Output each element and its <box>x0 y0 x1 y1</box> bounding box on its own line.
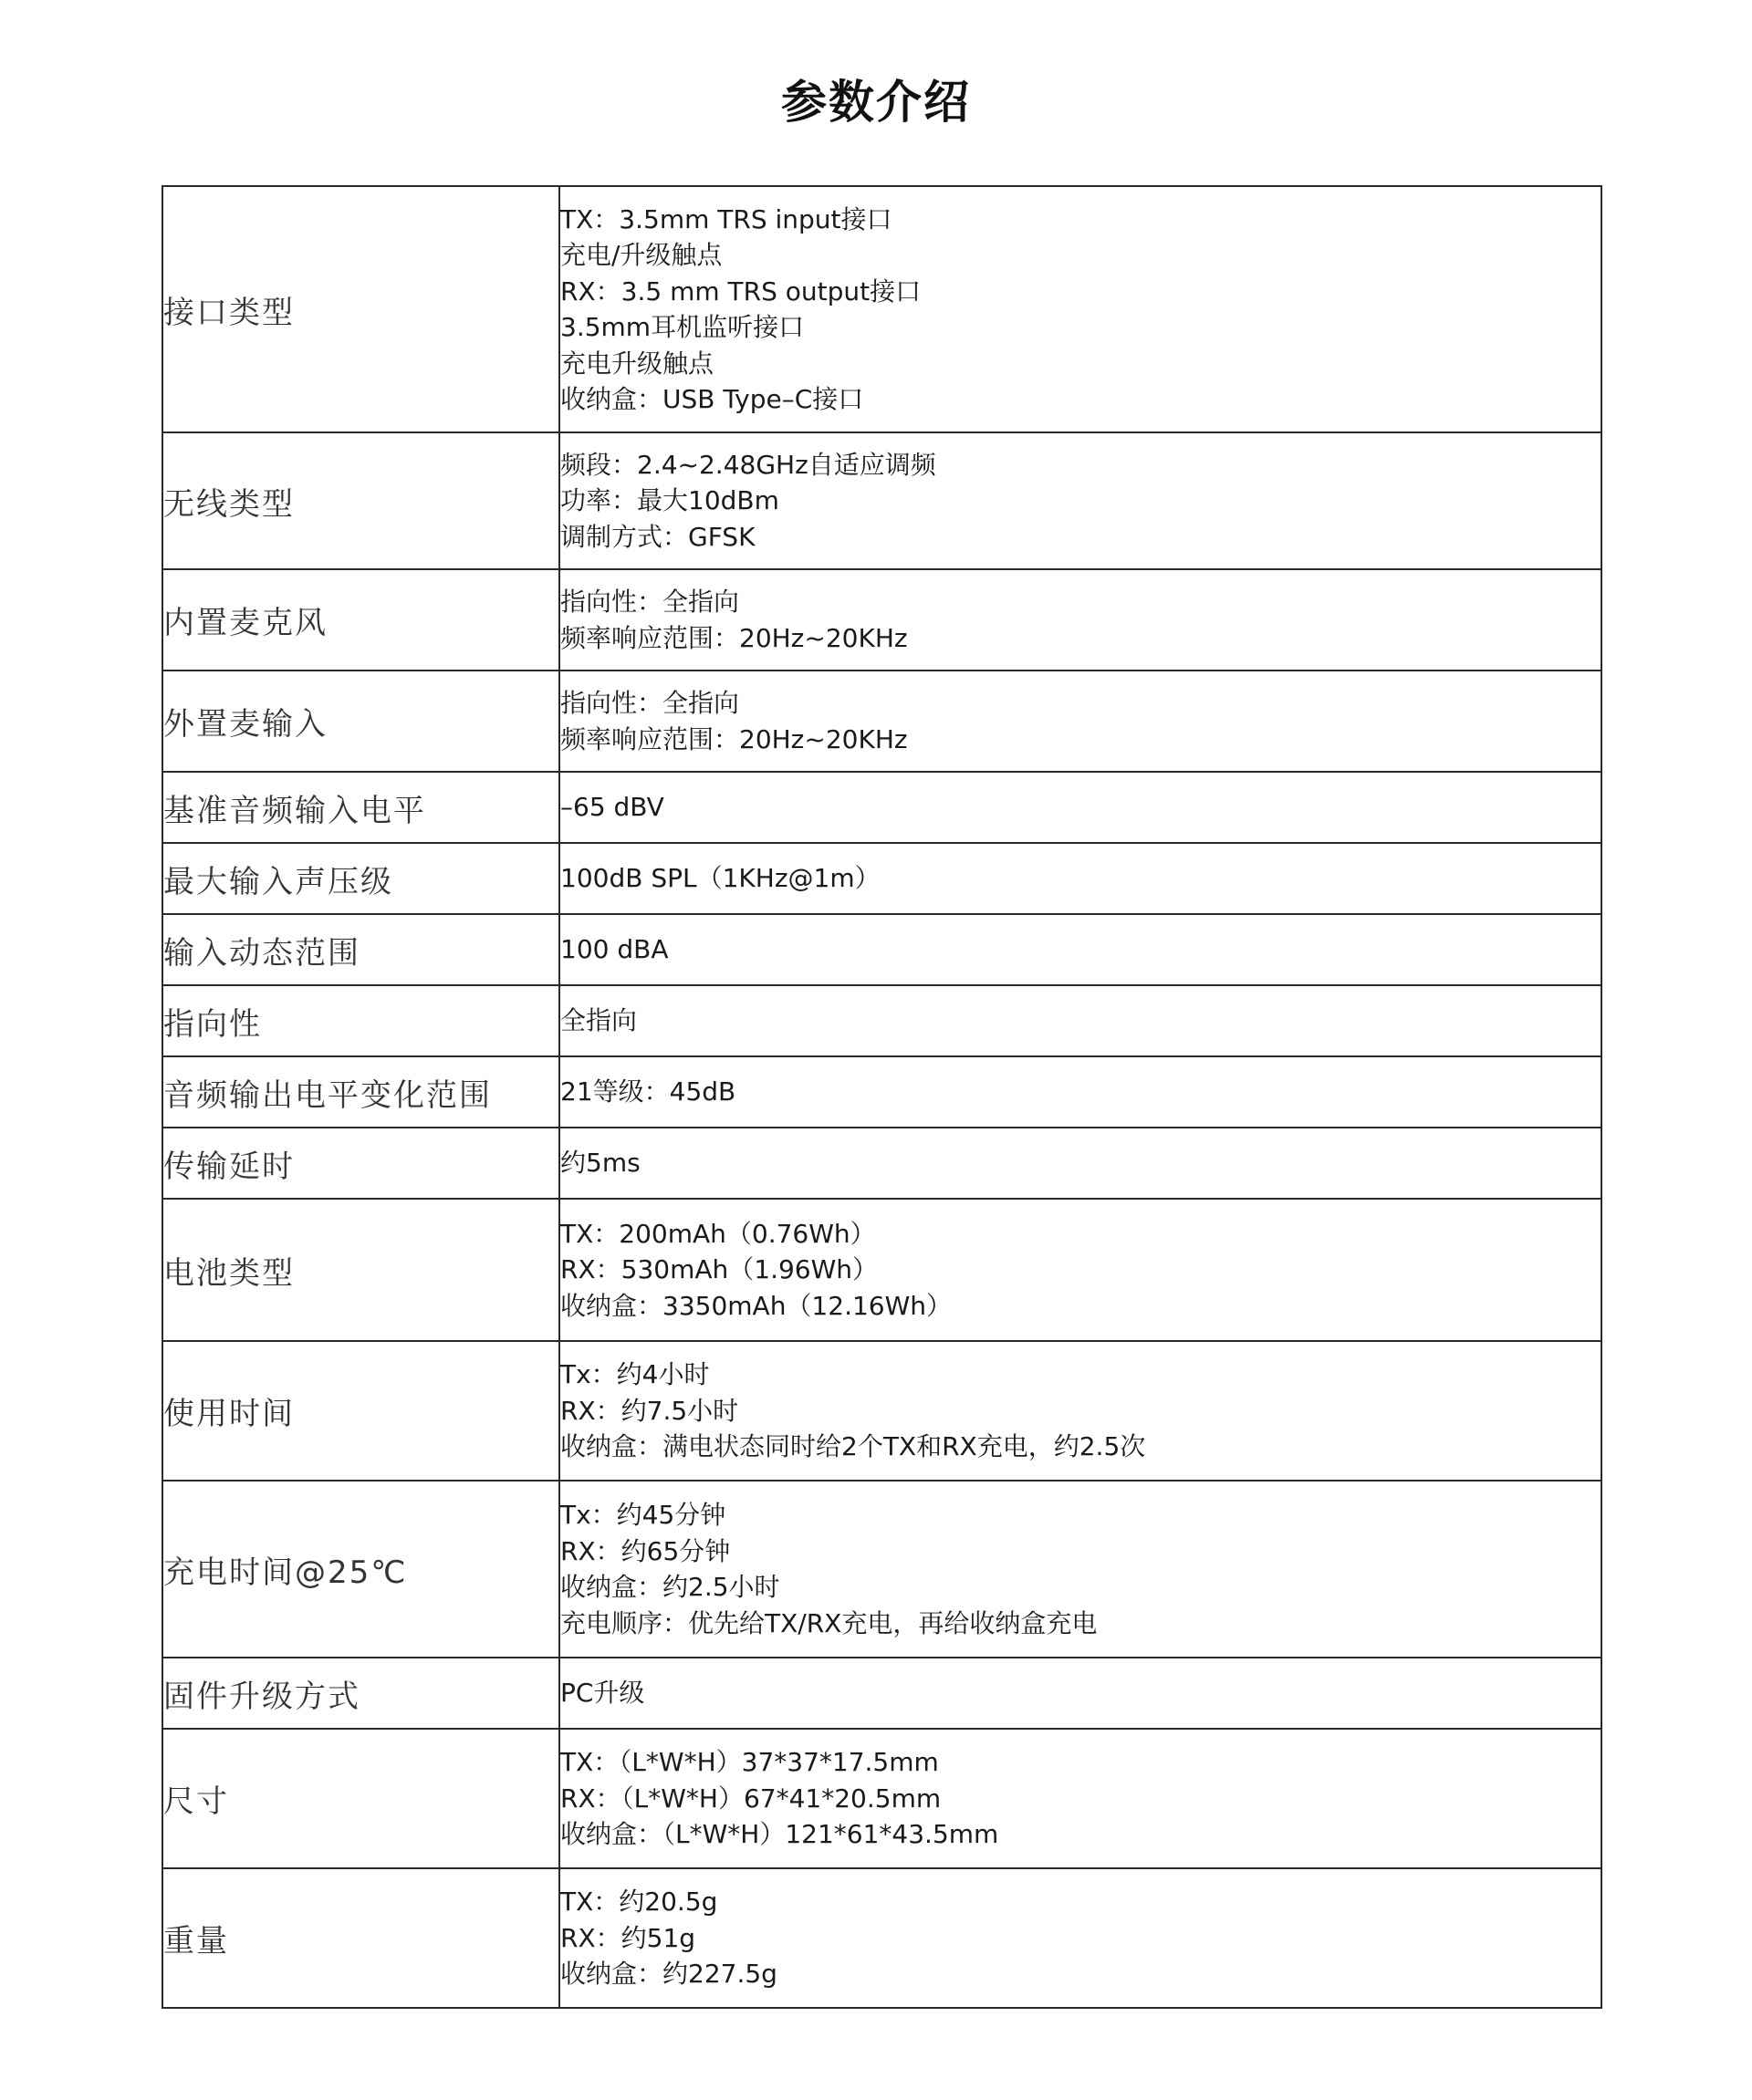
spec-value-line: 功率：最大10dBm <box>560 485 779 516</box>
spec-value <box>559 985 1601 1056</box>
spec-value <box>559 1729 1601 1868</box>
spec-value-line: RX：约65分钟 <box>560 1535 731 1566</box>
spec-label: 重量 <box>162 1868 559 2008</box>
spec-value <box>559 186 1601 432</box>
spec-value <box>559 1056 1601 1128</box>
spec-value-line: 频段：2.4~2.48GHz自适应调频 <box>560 449 936 480</box>
table-row <box>162 1729 1601 1868</box>
spec-label: 基准音频输入电平 <box>162 772 559 843</box>
spec-label: 充电时间@25℃ <box>162 1481 559 1658</box>
spec-value-line: TX：约20.5g <box>560 1887 718 1918</box>
spec-value <box>559 1481 1601 1658</box>
spec-value-line: 收纳盒：3350mAh（12.16Wh） <box>560 1290 953 1321</box>
spec-value-line: PC升级 <box>560 1678 645 1709</box>
spec-value-line: TX：3.5mm TRS input接口 <box>560 203 892 234</box>
spec-label: 使用时间 <box>162 1341 559 1481</box>
spec-label: 输入动态范围 <box>162 914 559 985</box>
spec-value-line: 充电/升级触点 <box>560 240 723 270</box>
spec-value-line: 收纳盒：满电状态同时给2个TX和RX充电，约2.5次 <box>560 1431 1146 1462</box>
spec-value-line: RX：530mAh（1.96Wh） <box>560 1254 879 1285</box>
spec-label: 指向性 <box>162 985 559 1056</box>
spec-label: 外置麦输入 <box>162 671 559 772</box>
spec-value-line: 收纳盒：约2.5小时 <box>560 1572 780 1602</box>
spec-value <box>559 914 1601 985</box>
spec-value-line: 充电顺序：优先给TX/RX充电，再给收纳盒充电 <box>560 1607 1098 1638</box>
spec-label: 音频输出电平变化范围 <box>162 1056 559 1128</box>
spec-label: 固件升级方式 <box>162 1658 559 1729</box>
spec-value <box>559 1868 1601 2008</box>
spec-label: 最大输入声压级 <box>162 843 559 914</box>
spec-value-line: RX：3.5 mm TRS output接口 <box>560 275 922 307</box>
table-row <box>162 1128 1601 1199</box>
spec-value-line: 约5ms <box>560 1148 641 1179</box>
table-row <box>162 772 1601 843</box>
spec-value-line: 收纳盒：USB Type–C接口 <box>560 384 864 414</box>
spec-label: 尺寸 <box>162 1729 559 1868</box>
table-row <box>162 569 1601 671</box>
spec-label: 无线类型 <box>162 432 559 569</box>
table-row <box>162 1199 1601 1341</box>
spec-label: 接口类型 <box>162 186 559 432</box>
spec-value <box>559 432 1601 569</box>
spec-value-line: 频率响应范围：20Hz~20KHz <box>560 723 908 754</box>
spec-table <box>162 185 1602 2009</box>
spec-value-line: 3.5mm耳机监听接口 <box>560 312 805 342</box>
table-row <box>162 1481 1601 1658</box>
spec-value <box>559 1658 1601 1729</box>
table-row <box>162 671 1601 772</box>
page-title: 参数介绍 <box>781 76 971 129</box>
table-row <box>162 432 1601 569</box>
spec-value-line: TX：200mAh（0.76Wh） <box>560 1218 876 1249</box>
spec-label: 内置麦克风 <box>162 569 559 671</box>
spec-value <box>559 1341 1601 1481</box>
spec-value <box>559 843 1601 914</box>
spec-value-line: TX：（L*W*H）37*37*17.5mm <box>560 1747 939 1778</box>
table-row <box>162 1056 1601 1128</box>
spec-table-body <box>162 186 1601 2008</box>
table-row <box>162 843 1601 914</box>
spec-value-line: RX：（L*W*H）67*41*20.5mm <box>560 1783 942 1814</box>
spec-value-line: 调制方式：GFSK <box>560 521 756 552</box>
spec-label: 电池类型 <box>162 1199 559 1341</box>
spec-value <box>559 772 1601 843</box>
spec-value-line: 指向性：全指向 <box>560 587 740 617</box>
spec-value-line: –65 dBV <box>560 792 664 823</box>
table-row <box>162 1658 1601 1729</box>
table-row <box>162 186 1601 432</box>
spec-value-line: 收纳盒：（L*W*H）121*61*43.5mm <box>560 1819 999 1850</box>
table-row <box>162 985 1601 1056</box>
spec-value-line: Tx：约45分钟 <box>560 1500 726 1530</box>
table-row <box>162 1868 1601 2008</box>
spec-value-line: RX：约51g <box>560 1922 696 1953</box>
spec-value-line: 充电升级触点 <box>560 348 714 379</box>
spec-value-line: 21等级：45dB <box>560 1076 736 1107</box>
spec-value-line: 100dB SPL（1KHz@1m） <box>560 863 881 894</box>
spec-value <box>559 1128 1601 1199</box>
spec-value <box>559 671 1601 772</box>
spec-value-line: 全指向 <box>560 1005 638 1036</box>
table-row <box>162 1341 1601 1481</box>
spec-value-line: 指向性：全指向 <box>560 688 740 718</box>
spec-value-line: RX：约7.5小时 <box>560 1395 739 1426</box>
spec-value-line: 收纳盒：约227.5g <box>560 1959 777 1990</box>
spec-value-line: 100 dBA <box>560 934 669 965</box>
spec-label: 传输延时 <box>162 1128 559 1199</box>
spec-value <box>559 1199 1601 1341</box>
table-row <box>162 914 1601 985</box>
spec-value-line: Tx：约4小时 <box>560 1359 710 1390</box>
spec-value <box>559 569 1601 671</box>
spec-value-line: 频率响应范围：20Hz~20KHz <box>560 622 908 653</box>
